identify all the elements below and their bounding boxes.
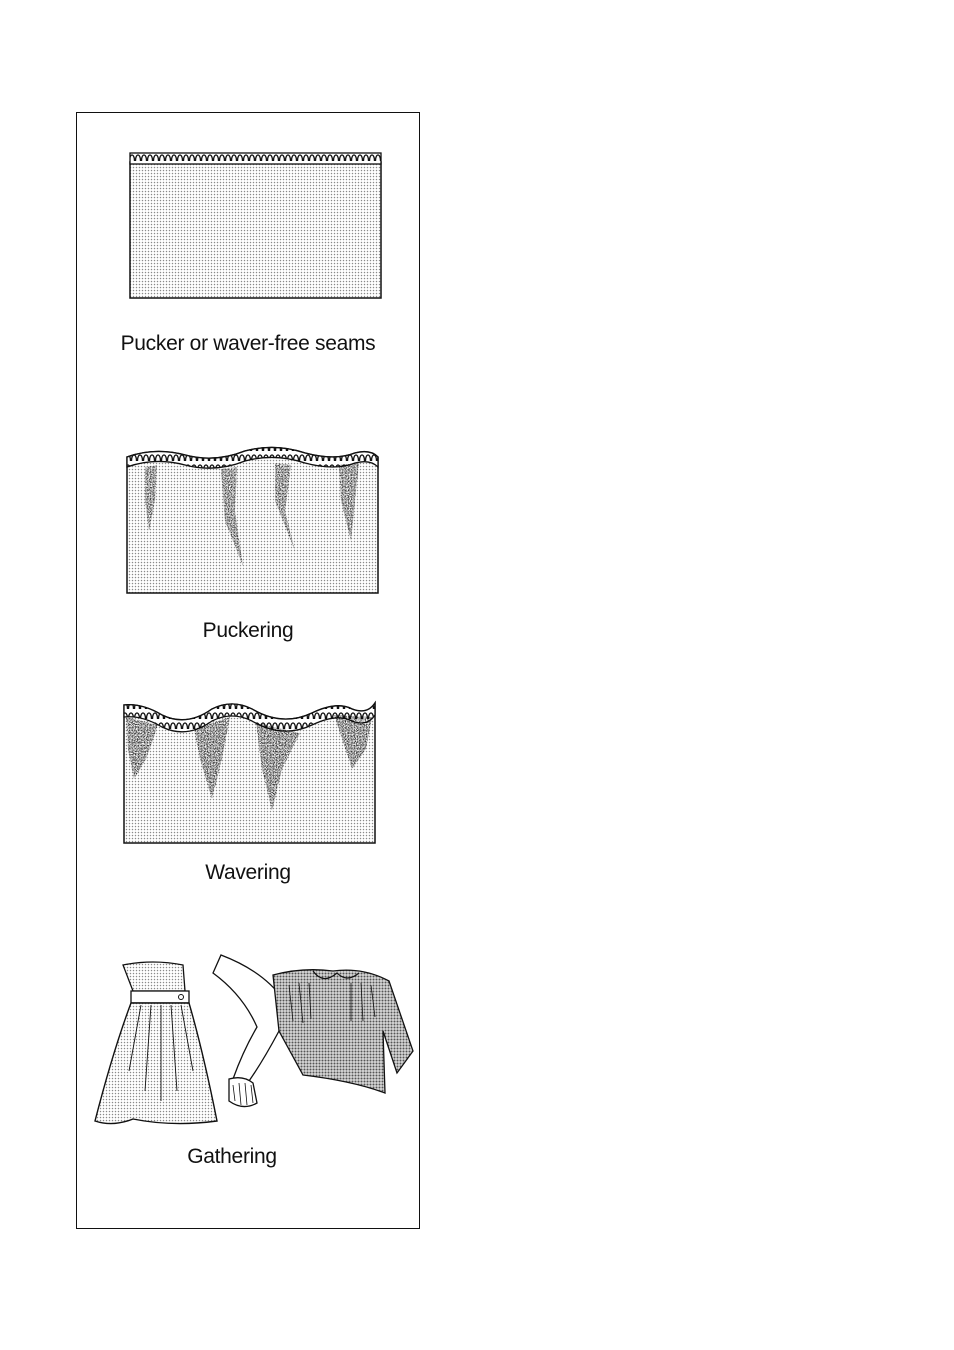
caption-wavering: Wavering [205, 861, 291, 884]
caption-pucker-free: Pucker or waver-free seams [120, 332, 376, 355]
wavering-figure [122, 699, 378, 847]
pucker-free-figure [129, 151, 383, 301]
puckered-seam-drawing [125, 441, 381, 596]
seam-defects-panel [76, 112, 420, 1229]
gathered-garments-drawing [93, 951, 415, 1129]
wavering-seam-drawing [122, 699, 378, 847]
dress-illustration [95, 962, 217, 1124]
caption-puckering: Puckering [202, 619, 294, 642]
puckering-figure [125, 441, 381, 596]
caption-gathering: Gathering [187, 1145, 277, 1168]
gathering-figure [93, 951, 415, 1129]
sleeve-illustration [213, 955, 283, 1107]
blouse-illustration [273, 970, 413, 1093]
flat-seam-drawing [129, 151, 383, 301]
